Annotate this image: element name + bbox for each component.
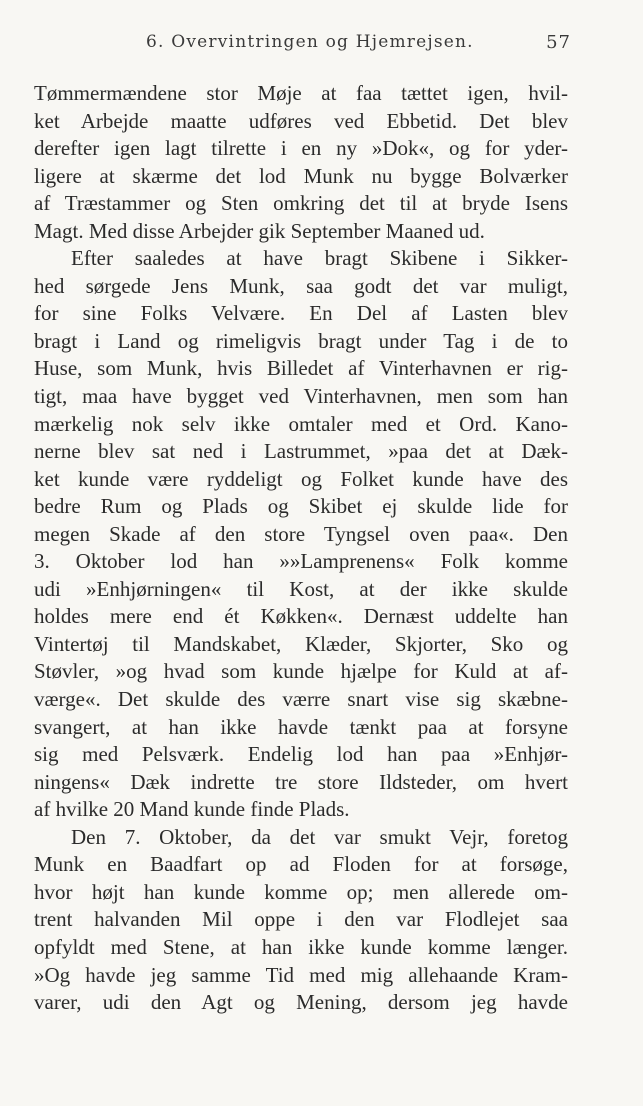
text-line: 3. Oktober lod han »»Lamprenens« Folk komme [34, 549, 568, 574]
page-number: 57 [546, 32, 571, 53]
text-line: hed sørgede Jens Munk, saa godt det var muligt, [34, 273, 568, 298]
text-line: »Og havde jeg samme Tid med mig allehaande Kram- [34, 962, 568, 987]
text-line: svangert, at han ikke havde tænkt paa at forsyne [34, 714, 568, 739]
text-line: trent halvanden Mil oppe i den var Flodlejet saa [34, 907, 568, 932]
text-line: Huse, som Munk, hvis Billedet af Vinterhavnen er rig- [34, 356, 568, 381]
text-line: Den 7. Oktober, da det var smukt Vejr, foretog [71, 824, 568, 849]
text-line: af hvilke 20 Mand kunde finde Plads. [34, 797, 350, 822]
text-line: ningens« Dæk indrette tre store Ildsteder, om hvert [34, 769, 568, 794]
text-line: Efter saaledes at have bragt Skibene i Sikker- [71, 246, 568, 271]
text-line: Magt. Med disse Arbejder gik September Maaned ud. [34, 218, 485, 243]
text-line: ligere at skærme det lod Munk nu bygge Bolværker [34, 163, 568, 188]
text-line: varer, udi den Agt og Mening, dersom jeg havde [34, 990, 568, 1015]
body-text [34, 80, 568, 1017]
text-line: nerne blev sat ned i Lastrummet, »paa det at Dæk- [34, 439, 568, 464]
text-line: derefter igen lagt tilrette i en ny »Dok«, og for yder- [34, 136, 568, 161]
text-line: sig med Pelsværk. Endelig lod han paa »Enhjør- [34, 742, 568, 767]
text-line: af Træstammer og Sten omkring det til at bryde Isens [34, 191, 568, 216]
text-line: holdes mere end ét Køkken«. Dernæst uddelte han [34, 604, 568, 629]
text-line: bedre Rum og Plads og Skibet ej skulde lide for [34, 494, 568, 519]
text-line: bragt i Land og rimeligvis bragt under Tag i de to [34, 328, 568, 353]
text-line: Vintertøj til Mandskabet, Klæder, Skjorter, Sko og [34, 631, 568, 656]
text-line: ket Arbejde maatte udføres ved Ebbetid. Det blev [34, 108, 568, 133]
text-line: Munk en Baadfart op ad Floden for at forsøge, [34, 852, 568, 877]
text-line: tigt, maa have bygget ved Vinterhavnen, men som han [34, 384, 568, 409]
text-line: værge«. Det skulde des værre snart vise sig skæbne- [34, 687, 568, 712]
page-header [0, 32, 643, 58]
text-line: hvor højt han kunde komme op; men allerede om- [34, 879, 568, 904]
text-line: Støvler, »og hvad som kunde hjælpe for Kuld at af- [34, 659, 568, 684]
text-line: megen Skade af den store Tyngsel oven paa«. Den [34, 521, 568, 546]
text-line: udi »Enhjørningen« til Kost, at der ikke skulde [34, 576, 568, 601]
text-line: ket kunde være ryddeligt og Folket kunde have des [34, 466, 568, 491]
running-head: 6. Overvintringen og Hjemrejsen. [146, 32, 474, 52]
text-line: mærkelig nok selv ikke omtaler med et Ord. Kano- [34, 411, 568, 436]
text-line: Tømmermændene stor Møje at faa tættet igen, hvil- [34, 81, 568, 105]
text-line: opfyldt med Stene, at han ikke kunde komme længer. [34, 934, 568, 959]
text-line: for sine Folks Velvære. En Del af Lasten blev [34, 301, 568, 326]
